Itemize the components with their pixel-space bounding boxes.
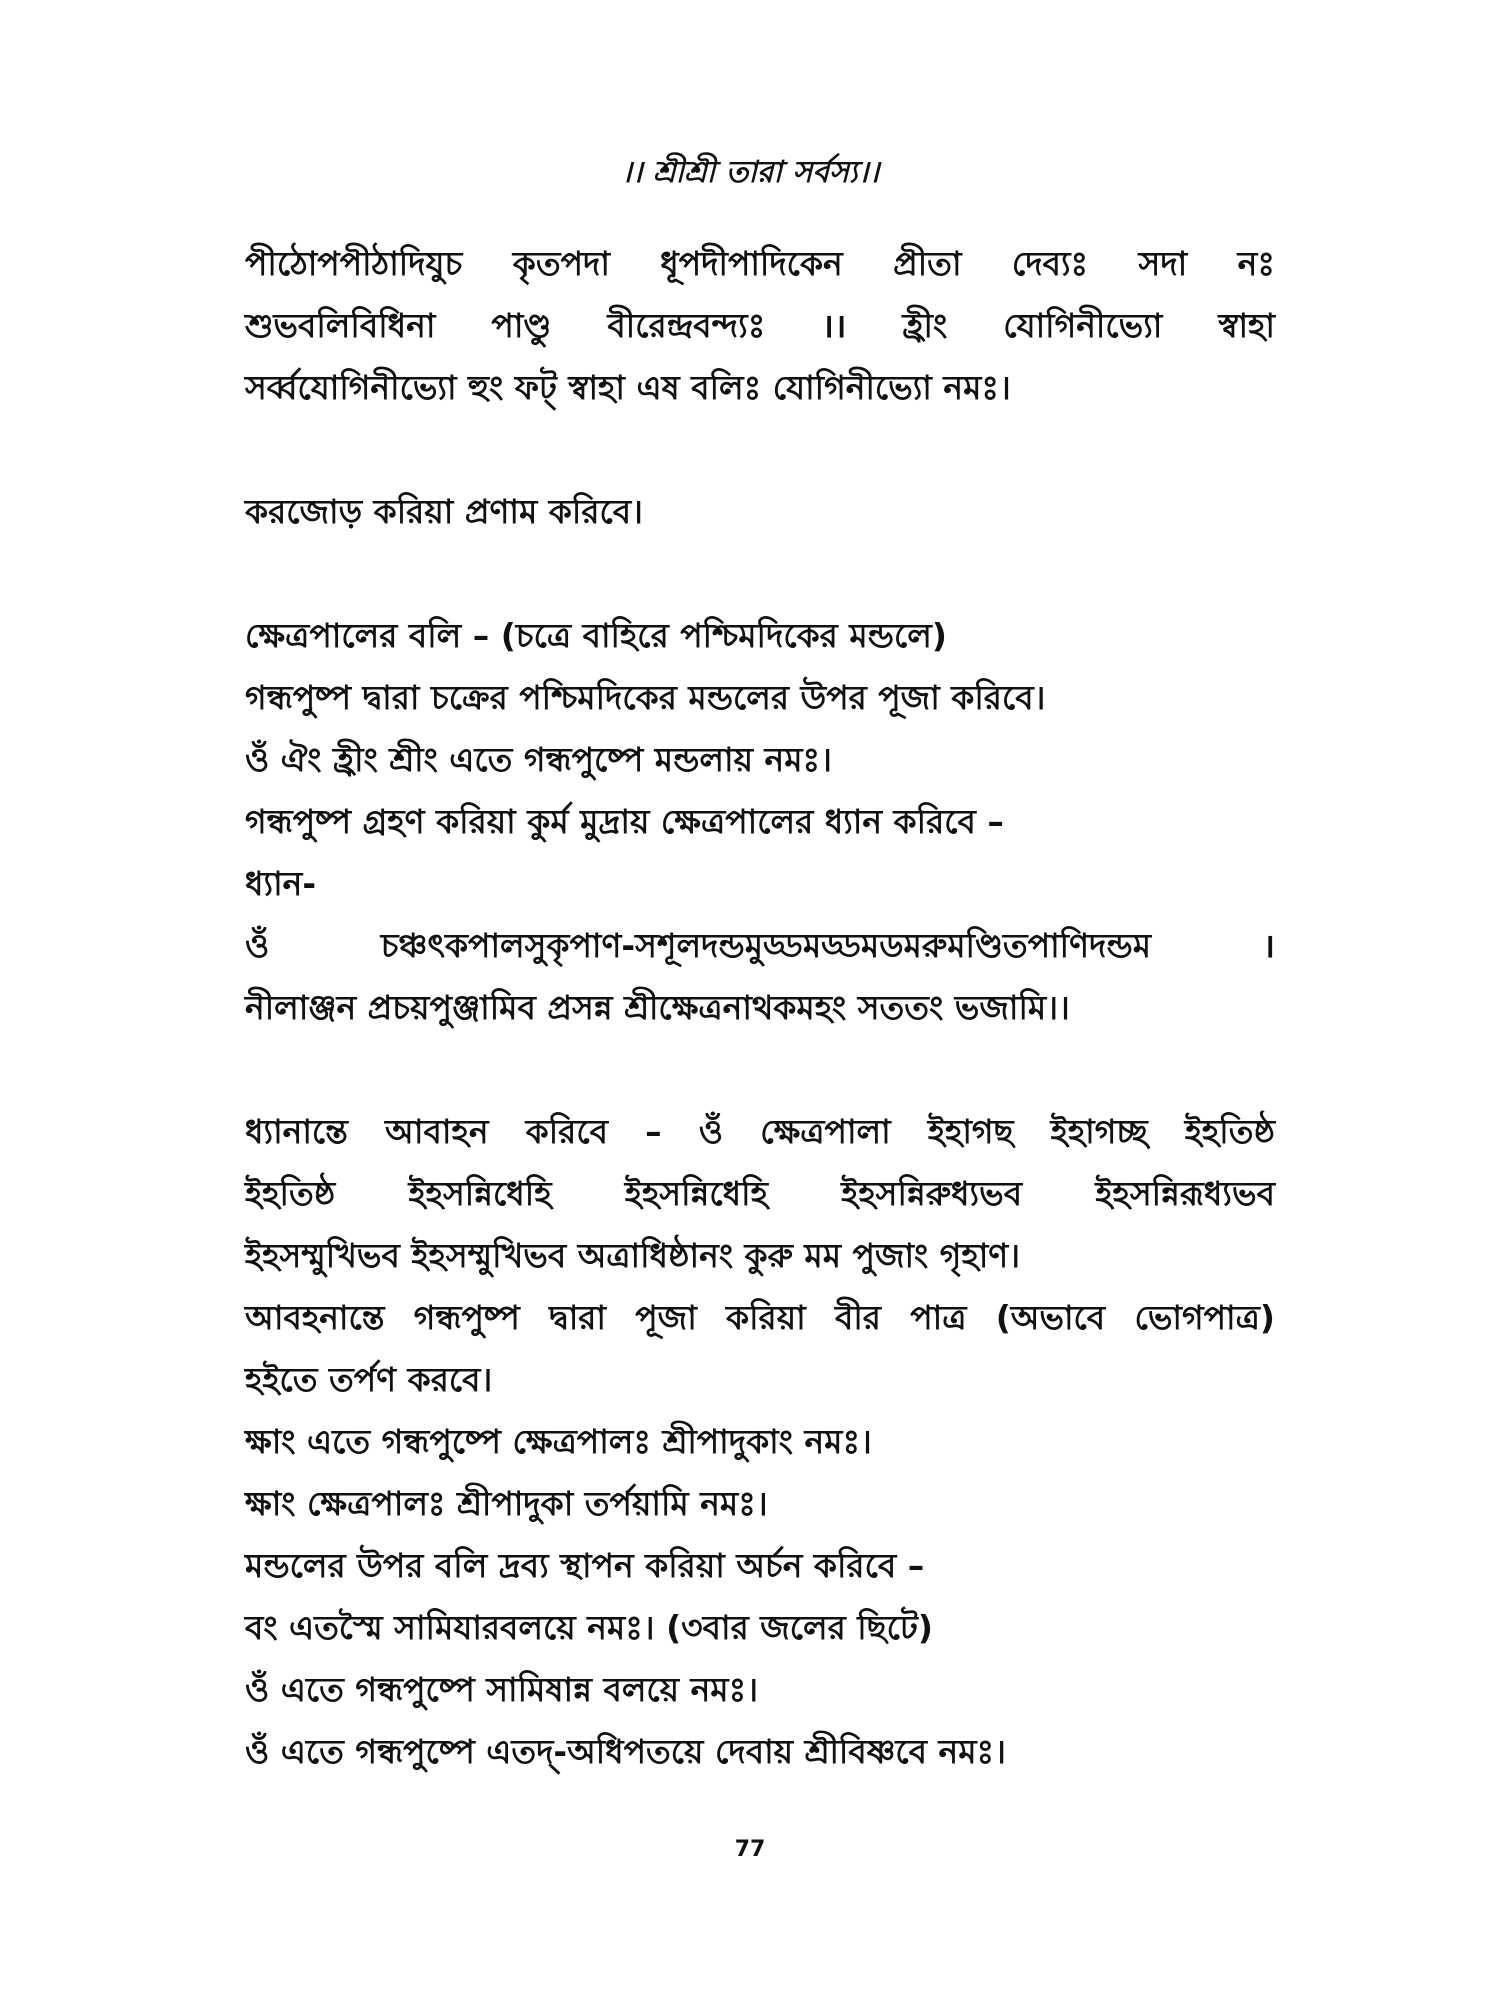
mantra-line: নীলাঞ্জন প্রচয়পুঞ্জামিব প্রসন্ন শ্রীক্ষেত্রনাথকমহং সততং ভজামি।। <box>245 988 1070 1027</box>
subheading: ধ্যান- <box>245 864 317 903</box>
verse-line: পীঠোপপীঠাদিযুচ কৃতপদা ধূপদীপাদিকেন প্রীতা দেব্যঃ সদা নঃ <box>245 244 1275 283</box>
section-heading: ক্ষেত্রপালের বলি – (চত্রে বাহিরে পশ্চিমদিকের মন্ডলে) <box>245 616 947 655</box>
mantra-line: ইহসম্মুখিভব ইহসম্মুখিভব অত্রাধিষ্ঠানং কুরু মম পুজাং গৃহাণ। <box>245 1236 1021 1275</box>
page-body <box>245 233 1275 1783</box>
mantra-line: ওঁ এতে গন্ধপুষ্পে সামিষান্ন বলয়ে নমঃ। <box>245 1670 759 1709</box>
instruction-line: করজোড় করিয়া প্রণাম করিবে। <box>245 492 643 531</box>
verse-line: সর্ব্বযোগিনীভ্যো হুং ফট্ স্বাহা এষ বলিঃ যোগিনীভ্যো নমঃ। <box>245 368 1011 407</box>
mantra-line: ক্ষাং ক্ষেত্রপালঃ শ্রীপাদুকা তর্পয়ামি নমঃ। <box>245 1484 768 1523</box>
instruction-line: মন্ডলের উপর বলি দ্রব্য স্থাপন করিয়া অর্চন করিবে – <box>245 1546 925 1585</box>
mantra-line: ইহতিষ্ঠ ইহসন্নিধেহি ইহসন্নিধেহি ইহসন্নিরুধ্যভব ইহসন্নিরূধ্যভব <box>245 1174 1275 1213</box>
mantra-line: ওঁ এতে গন্ধপুষ্পে এতদ্-অধিপতয়ে দেবায় শ্রীবিষ্ণবে নমঃ। <box>245 1732 1006 1771</box>
instruction-line: ধ্যানান্তে আবাহন করিবে – ওঁ ক্ষেত্রপালা ইহাগছ ইহাগচ্ছ ইহতিষ্ঠ <box>245 1112 1275 1151</box>
mantra-line: ক্ষাং এতে গন্ধপুষ্পে ক্ষেত্রপালঃ শ্রীপাদুকাং নমঃ। <box>245 1422 872 1461</box>
instruction-line: গন্ধপুষ্প দ্বারা চক্রের পশ্চিমদিকের মন্ডলের উপর পূজা করিবে। <box>245 678 1046 717</box>
page-number: 77 <box>734 1837 766 1862</box>
mantra-line: ওঁ ঐং হ্রীং শ্রীং এতে গন্ধপুষ্পে মন্ডলায় নমঃ। <box>245 740 832 779</box>
running-header: ।। শ্রীশ্রী তারা সর্বস্য।। <box>620 155 880 190</box>
mantra-line: ওঁ চঞ্চৎকপালসুকৃপাণ-সশূলদন্ডমুড্ডমড্ডমডমরুমণ্ডিতপাণিদন্ডম । <box>245 926 1275 965</box>
mantra-line: বং এতস্মৈ সামিযারবলয়ে নমঃ। (৩বার জলের ছিটে) <box>245 1608 933 1647</box>
instruction-line: আবহনান্তে গন্ধপুষ্প দ্বারা পূজা করিয়া বীর পাত্র (অভাবে ভোগপাত্র) <box>245 1298 1275 1337</box>
instruction-line: গন্ধপুষ্প গ্রহণ করিয়া কুর্ম মুদ্রায় ক্ষেত্রপালের ধ্যান করিবে – <box>245 802 1004 841</box>
instruction-line: হইতে তর্পণ করবে। <box>245 1360 493 1399</box>
verse-line: শুভবলিবিধিনা পাণ্ডু বীরেন্দ্রবন্দ্যঃ ।। হ্রীং যোগিনীভ্যো স্বাহা <box>245 306 1275 345</box>
